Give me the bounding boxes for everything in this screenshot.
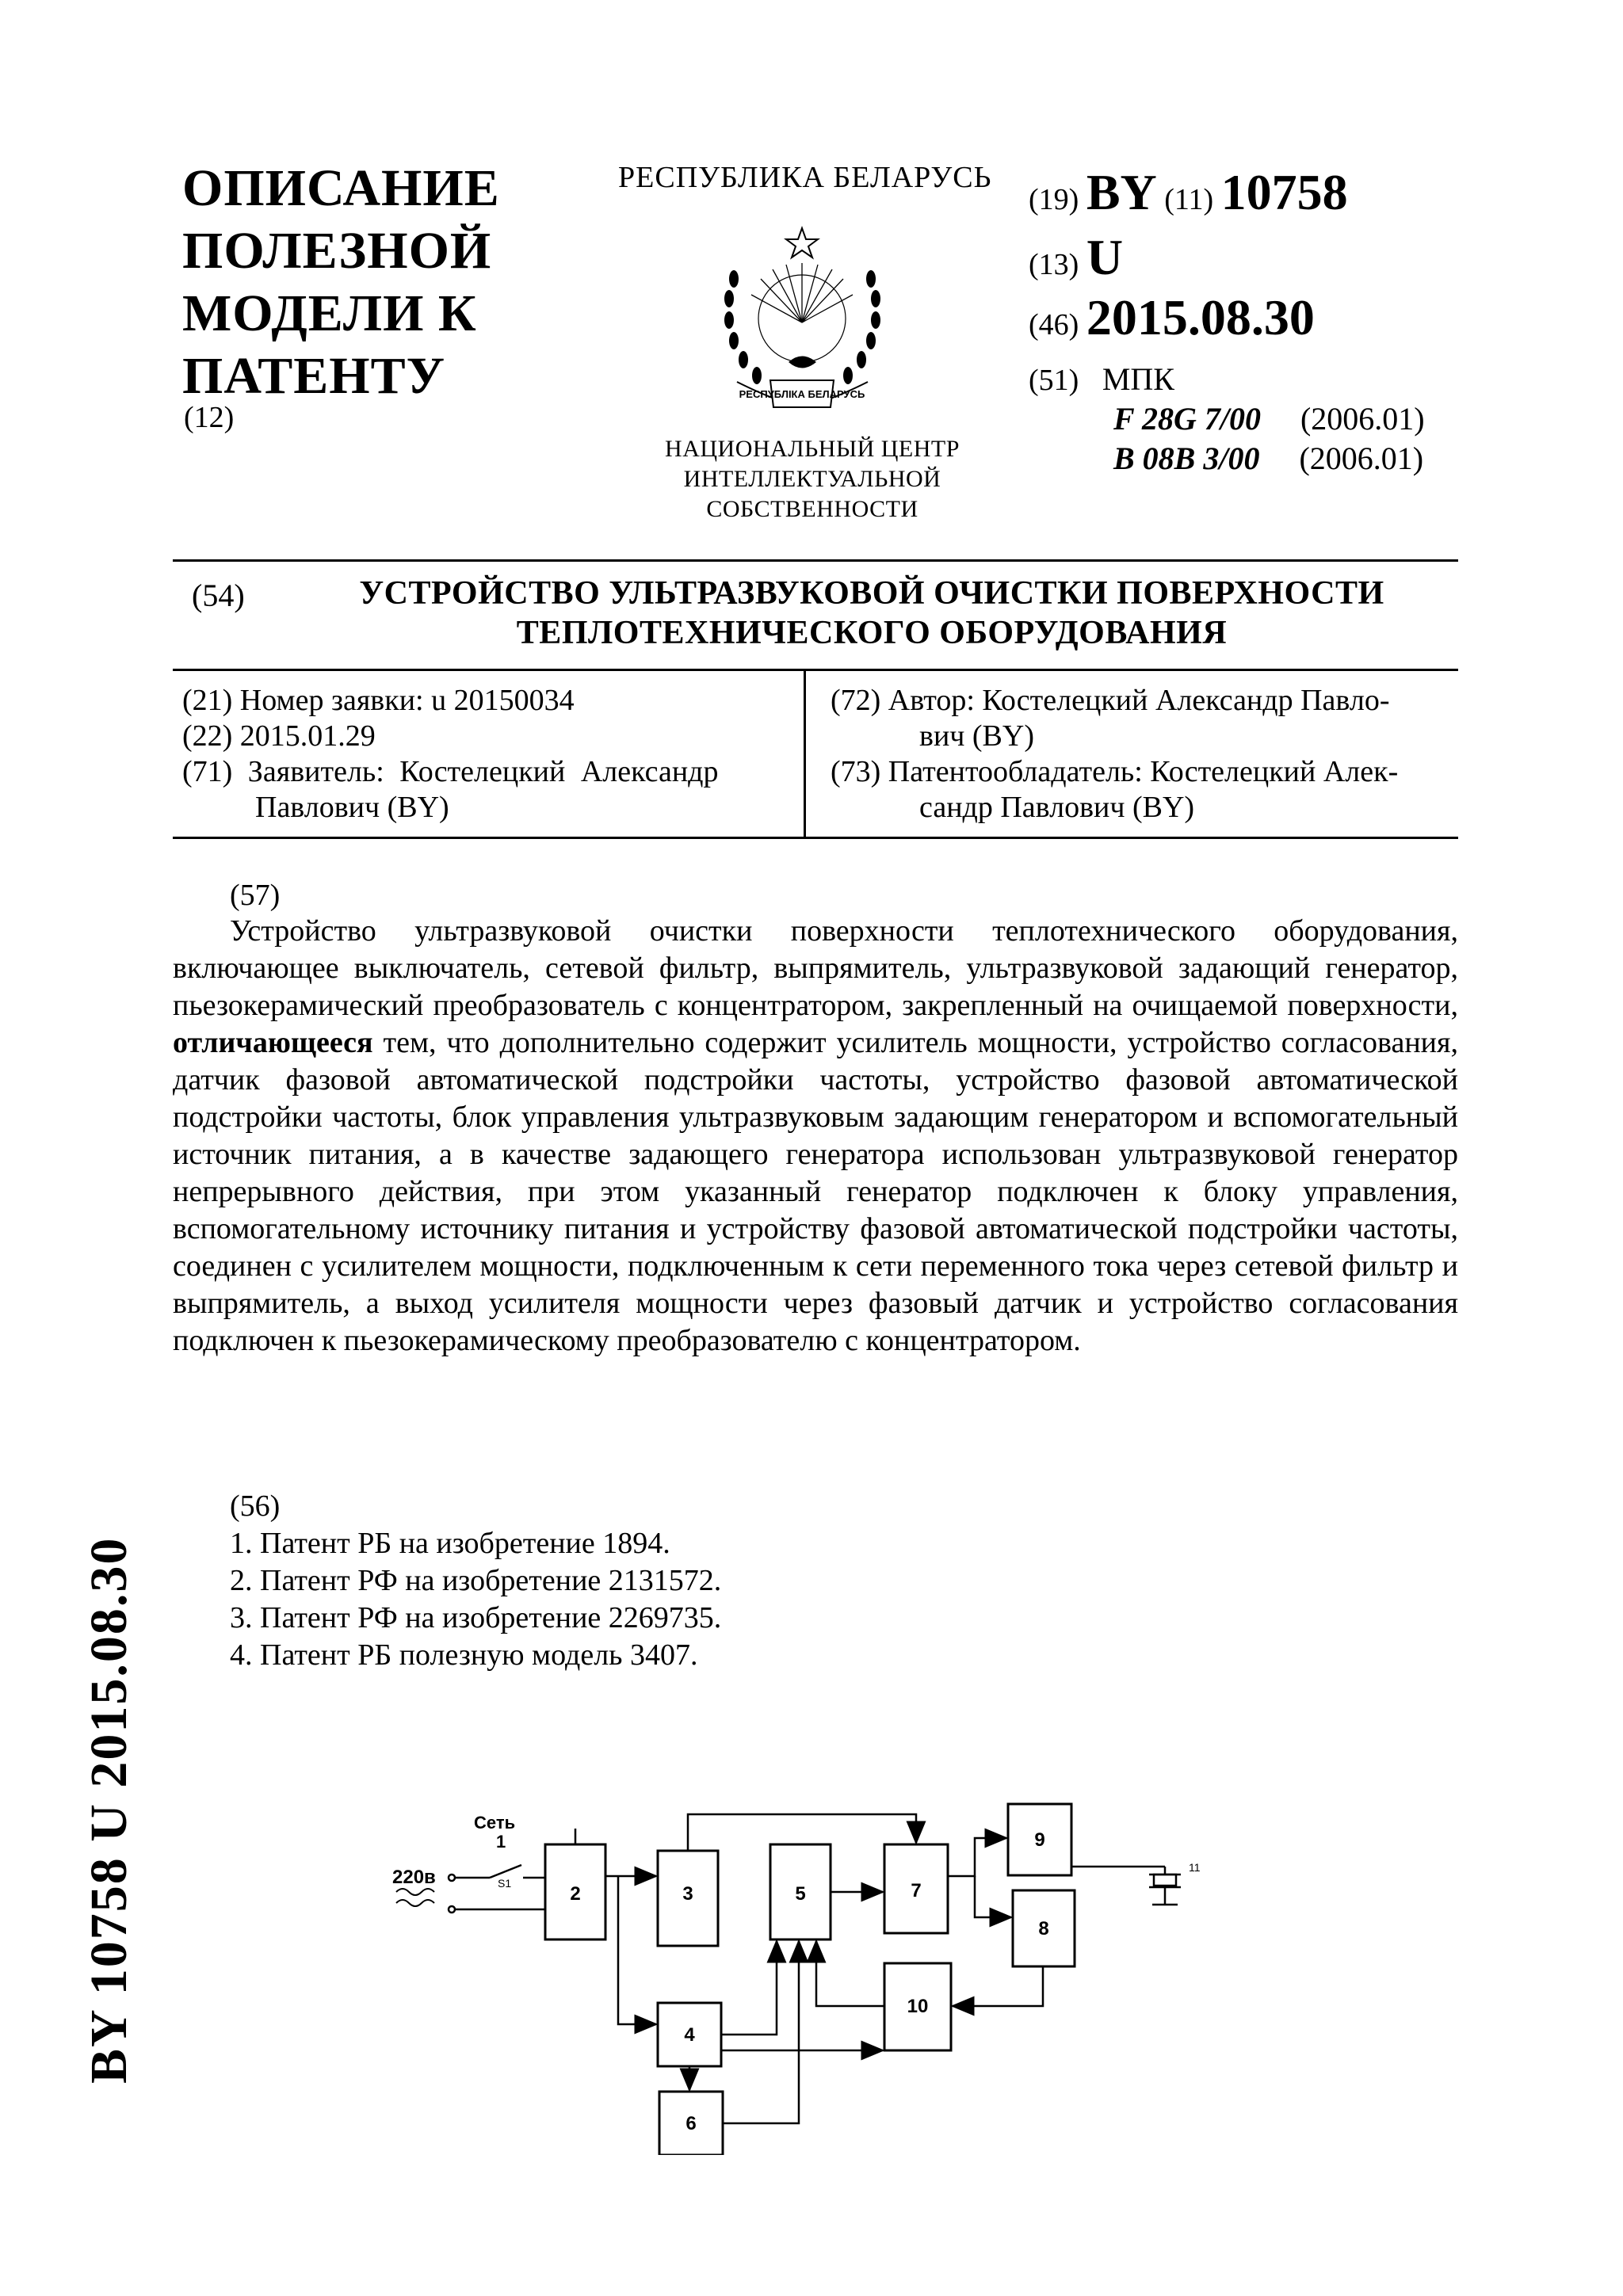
kind-code-label: (12)	[184, 401, 235, 434]
emblem-ribbon-text: РЕСПУБЛІКА БЕЛАРУСЬ	[739, 388, 865, 400]
references: (56) 1. Патент РБ на изобретение 1894. 2. Патент РФ на изобретение 2131572. 3. Патент РФ на изобретение 2269735. 4. Патент РБ полезную модель 3407.	[230, 1489, 722, 1672]
block-2-label: 2	[570, 1883, 581, 1905]
document-type-title: ОПИСАНИЕ ПОЛЕЗНОЙ МОДЕЛИ К ПАТЕНТУ	[182, 159, 500, 405]
voltage-label: 220в	[392, 1867, 436, 1888]
republic-name: РЕСПУБЛИКА БЕЛАРУСЬ	[618, 161, 992, 194]
invention-title: УСТРОЙСТВО УЛЬТРАЗВУКОВОЙ ОЧИСТКИ ПОВЕРХНОСТИ ТЕПЛОТЕХНИЧЕСКОГО ОБОРУДОВАНИЯ	[359, 575, 1384, 651]
abstract-text: Устройство ультразвуковой очистки поверхности теплотехнического оборудования, включающее выключатель, сетевой фильтр, выпрямитель, ультразвуковой задающий генератор, пьезокерамический преобразователь с концентратором, закрепленный на очищаемой поверхности, отличающееся тем, что дополнительно содержит усилитель мощности, устройство согласования, датчик фазовой автоматической подстройки частоты, устройство фазовой автоматической подстройки частоты, блок управления ультразвуковым задающим генератором и вспомогательный источник питания, а в качестве задающего генератора использован ультразвуковой генератор непрерывного действия, при этом указанный генератор подключен к блоку управления, вспомогательному источнику питания и устройству фазовой автоматической подстройки частоты, соединен с усилителем мощности, подключенным к сети переменного тока через сетевой фильтр и выпрямитель, а выход усилителя мощности через фазовый датчик и устройство согласования подключен к пьезокерамическому преобразователю с концентратором.	[173, 914, 1458, 1357]
net-label: Сеть	[474, 1813, 516, 1833]
divider-column	[804, 669, 806, 838]
application-right-column: (72) Автор: Костелецкий Александр Павло- вич (BY) (73) Патентообладатель: Костелецкий Алек- сандр Павлович (BY)	[831, 684, 1399, 824]
kind: (13) U	[1029, 229, 1124, 285]
block-6-label: 6	[685, 2113, 697, 2134]
block-7-label: 7	[911, 1880, 922, 1901]
divider-title	[173, 669, 1458, 671]
block-9-label: 9	[1034, 1829, 1045, 1851]
block-5-label: 5	[795, 1883, 806, 1905]
abstract-code: (57)	[230, 879, 281, 912]
transducer-label: 11	[1189, 1861, 1201, 1874]
ipc-class-2: B 08B 3/00 (2006.01)	[1113, 441, 1424, 476]
title-code: (54)	[192, 578, 245, 613]
block-3-label: 3	[682, 1883, 693, 1905]
divider-bottom	[173, 837, 1458, 839]
publication-date: (46) 2015.08.30	[1029, 289, 1315, 345]
switch-number: 1	[496, 1832, 506, 1852]
publication-number: (19) BY (11) 10758	[1029, 164, 1348, 220]
block-4-label: 4	[684, 2024, 695, 2046]
divider-top	[173, 559, 1458, 562]
ipc-class-1: F 28G 7/00 (2006.01)	[1113, 401, 1425, 437]
block-diagram	[372, 1798, 1276, 2155]
office-name: НАЦИОНАЛЬНЫЙ ЦЕНТР ИНТЕЛЛЕКТУАЛЬНОЙ СОБСТВЕННОСТИ	[665, 436, 960, 522]
application-left-column: (21) Номер заявки: u 20150034 (22) 2015.01.29 (71) Заявитель: Костелецкий Александр Павлович (BY)	[182, 684, 719, 824]
state-emblem	[713, 223, 892, 421]
side-publication-label: BY 10758 U 2015.08.30	[80, 1536, 138, 2084]
ipc-heading: (51) МПК	[1029, 361, 1174, 397]
switch-label: S1	[498, 1877, 512, 1890]
block-10-label: 10	[907, 1996, 929, 2017]
block-8-label: 8	[1038, 1918, 1049, 1939]
